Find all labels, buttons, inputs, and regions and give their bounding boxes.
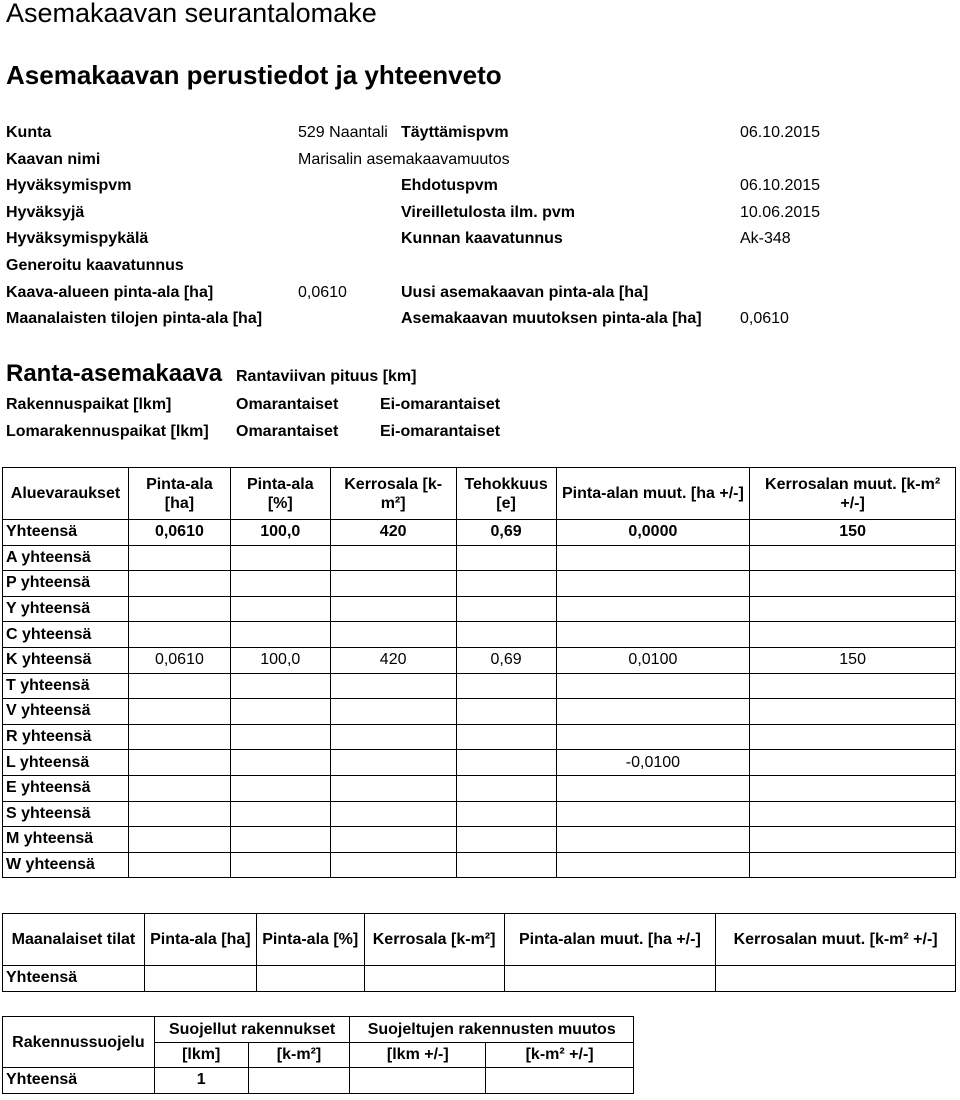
table-cell [350, 1068, 486, 1094]
kunnan-kaavatunnus-label: Kunnan kaavatunnus [401, 230, 563, 248]
rakennuspaikat-label: Rakennuspaikat [lkm] [6, 396, 172, 413]
muutoksen-label: Asemakaavan muutoksen pinta-ala [ha] [401, 310, 702, 328]
table-cell [330, 724, 456, 750]
section-title: Asemakaavan perustiedot ja yhteenveto [6, 60, 502, 90]
aluevaraukset-header-4: Tehokkuus [e] [456, 468, 556, 520]
table-cell [750, 571, 956, 597]
table-cell [456, 852, 556, 878]
table-cell [230, 852, 330, 878]
table-cell [128, 827, 230, 853]
table-cell [750, 545, 956, 571]
table-cell [230, 673, 330, 699]
table-cell [556, 571, 750, 597]
table-cell [128, 545, 230, 571]
maanalaiset-header-2: Pinta-ala [%] [256, 914, 364, 966]
ehdotuspvm-value: 06.10.2015 [740, 177, 821, 195]
maanalaiset-header-4: Pinta-alan muut. [ha +/-] [504, 914, 716, 966]
table-cell [248, 1068, 350, 1094]
info-row-hyvaksymispykala [0, 226, 960, 253]
table-cell [128, 852, 230, 878]
ei-omarantaiset-label: Ei-omarantaiset [380, 396, 501, 413]
rakennussuojelu-body [3, 1068, 634, 1094]
aluevaraukset-table [2, 467, 956, 878]
table-cell [556, 622, 750, 648]
table-cell [230, 571, 330, 597]
basic-info [0, 120, 960, 333]
table-cell [330, 571, 456, 597]
maanalaiset-header-row [3, 914, 956, 966]
table-row [3, 596, 956, 622]
table-row [3, 827, 956, 853]
table-cell [330, 775, 456, 801]
table-cell [486, 1068, 634, 1094]
table-cell [128, 622, 230, 648]
omarantaiset-label: Omarantaiset [236, 422, 339, 440]
table-cell [456, 827, 556, 853]
table-cell [556, 801, 750, 827]
hyvaksymispykala-label: Hyväksymispykälä [6, 230, 149, 248]
maanalaiset-body [3, 966, 956, 992]
sub-header: [k-m² +/-] [486, 1042, 634, 1068]
table-cell [556, 775, 750, 801]
table-row [3, 647, 956, 673]
info-row-generoitu [0, 253, 960, 280]
row-label: L yhteensä [3, 750, 129, 776]
table-cell [750, 827, 956, 853]
table-cell [330, 596, 456, 622]
table-cell [364, 966, 504, 992]
table-cell [456, 775, 556, 801]
table-cell [556, 596, 750, 622]
table-cell: 150 [750, 647, 956, 673]
table-cell [128, 699, 230, 725]
hyvaksymispvm-label: Hyväksymispvm [6, 177, 132, 195]
table-cell [456, 724, 556, 750]
table-cell: 150 [750, 520, 956, 546]
aluevaraukset-header-2: Pinta-ala [%] [230, 468, 330, 520]
tayttamispvm-label: Täyttämispvm [401, 124, 509, 141]
kunnan-kaavatunnus-value: Ak-348 [740, 230, 791, 248]
table-cell [256, 966, 364, 992]
table-cell [456, 750, 556, 776]
maanalaiset-header-3: Kerrosala [k-m²] [364, 914, 504, 966]
row-label: Yhteensä [3, 966, 145, 992]
table-cell [716, 966, 956, 992]
row-label: Yhteensä [3, 1068, 155, 1094]
table-row [3, 724, 956, 750]
table-cell [128, 673, 230, 699]
rakennussuojelu-table [2, 1016, 634, 1094]
table-cell [230, 750, 330, 776]
aluevaraukset-header-3: Kerrosala [k-m²] [330, 468, 456, 520]
table-cell [330, 852, 456, 878]
aluevaraukset-body [3, 520, 956, 878]
table-cell [230, 622, 330, 648]
table-cell [750, 801, 956, 827]
table-row [3, 520, 956, 546]
maanalaisten-label: Maanalaisten tilojen pinta-ala [ha] [6, 310, 263, 328]
table-cell: 420 [330, 647, 456, 673]
table-row [3, 622, 956, 648]
table-cell [750, 852, 956, 878]
table-cell [330, 750, 456, 776]
table-cell [128, 750, 230, 776]
table-cell: 420 [330, 520, 456, 546]
row-label: C yhteensä [3, 622, 129, 648]
table-cell: 0,69 [456, 647, 556, 673]
table-cell [750, 622, 956, 648]
table-cell [556, 673, 750, 699]
table-cell [556, 724, 750, 750]
table-row [3, 545, 956, 571]
info-row-kunta [0, 120, 960, 147]
table-cell [456, 596, 556, 622]
row-label: P yhteensä [3, 571, 129, 597]
table-cell: 0,69 [456, 520, 556, 546]
table-cell [750, 750, 956, 776]
table-cell [230, 545, 330, 571]
generoitu-label: Generoitu kaavatunnus [6, 256, 184, 274]
table-cell [128, 775, 230, 801]
info-row-hyvaksymispvm [0, 173, 960, 200]
table-row [3, 775, 956, 801]
table-cell [556, 699, 750, 725]
aluevaraukset-header-1: Pinta-ala [ha] [128, 468, 230, 520]
info-row-maanalaisten [0, 306, 960, 333]
info-row-hyvaksyja [0, 200, 960, 227]
aluevaraukset-header-6: Kerrosalan muut. [k-m² +/-] [750, 468, 956, 520]
uusi-pinta-ala-label: Uusi asemakaavan pinta-ala [ha] [401, 283, 649, 301]
table-cell [556, 545, 750, 571]
table-cell [230, 699, 330, 725]
aluevaraukset-header-row [3, 468, 956, 520]
table-cell [230, 775, 330, 801]
tayttamispvm-value: 06.10.2015 [740, 124, 821, 141]
table-cell [128, 596, 230, 622]
table-cell [230, 827, 330, 853]
table-cell [330, 699, 456, 725]
maanalaiset-header-0: Maanalaiset tilat [3, 914, 145, 966]
table-row [3, 1068, 634, 1094]
table-cell [556, 852, 750, 878]
vireilletulosta-value: 10.06.2015 [740, 203, 821, 221]
ranta-title: Ranta-asemakaava [6, 360, 223, 387]
table-cell [330, 673, 456, 699]
table-cell [750, 775, 956, 801]
ei-omarantaiset-label: Ei-omarantaiset [380, 422, 501, 440]
table-cell [144, 966, 256, 992]
row-label: T yhteensä [3, 673, 129, 699]
table-cell [750, 724, 956, 750]
sub-header: [lkm +/-] [350, 1042, 486, 1068]
table-cell [456, 673, 556, 699]
rantaviiva-label: Rantaviivan pituus [km] [236, 368, 417, 385]
table-row [3, 699, 956, 725]
table-cell [456, 545, 556, 571]
table-cell [330, 622, 456, 648]
table-cell: 0,0610 [128, 520, 230, 546]
row-label: Y yhteensä [3, 596, 129, 622]
row-label: R yhteensä [3, 724, 129, 750]
table-cell: 1 [154, 1068, 248, 1094]
table-row [3, 852, 956, 878]
sub-header: [lkm] [154, 1042, 248, 1068]
table-cell [504, 966, 716, 992]
hyvaksyja-label: Hyväksyjä [6, 203, 85, 221]
ranta-asemakaava-section [0, 360, 960, 445]
kunta-value: 529 Naantali [298, 124, 388, 141]
table-cell [456, 571, 556, 597]
table-cell [230, 596, 330, 622]
row-label: E yhteensä [3, 775, 129, 801]
table-cell: -0,0100 [556, 750, 750, 776]
lomarakennuspaikat-label: Lomarakennuspaikat [lkm] [6, 422, 209, 440]
table-cell [456, 699, 556, 725]
kaava-alue-label: Kaava-alueen pinta-ala [ha] [6, 283, 214, 301]
table-row [3, 571, 956, 597]
sub-header: [k-m²] [248, 1042, 350, 1068]
aluevaraukset-header-5: Pinta-alan muut. [ha +/-] [556, 468, 750, 520]
table-cell: 100,0 [230, 647, 330, 673]
aluevaraukset-header-0: Aluevaraukset [3, 468, 129, 520]
table-cell [330, 801, 456, 827]
table-cell: 100,0 [230, 520, 330, 546]
table-cell: 0,0100 [556, 647, 750, 673]
row-label: S yhteensä [3, 801, 129, 827]
table-cell: 0,0000 [556, 520, 750, 546]
info-row-kaava-alue [0, 280, 960, 307]
table-cell [330, 545, 456, 571]
table-row [3, 801, 956, 827]
row-label: A yhteensä [3, 545, 129, 571]
table-cell [230, 801, 330, 827]
row-label: V yhteensä [3, 699, 129, 725]
ehdotuspvm-label: Ehdotuspvm [401, 177, 498, 195]
kaavan-nimi-value: Marisalin asemakaavamuutos [298, 150, 510, 168]
table-cell [750, 596, 956, 622]
table-cell [556, 827, 750, 853]
suojellut-header: Suojellut rakennukset [154, 1017, 350, 1043]
maanalaiset-table [2, 913, 956, 992]
kaavan-nimi-label: Kaavan nimi [6, 150, 101, 168]
maanalaiset-header-1: Pinta-ala [ha] [144, 914, 256, 966]
page-title: Asemakaavan seurantalomake [6, 0, 377, 28]
row-label: M yhteensä [3, 827, 129, 853]
table-cell: 0,0610 [128, 647, 230, 673]
table-cell [230, 724, 330, 750]
table-cell [750, 673, 956, 699]
kaava-alue-value: 0,0610 [298, 283, 347, 301]
info-row-kaavan-nimi [0, 147, 960, 174]
table-cell [330, 827, 456, 853]
omarantaiset-label: Omarantaiset [236, 396, 339, 413]
table-cell [128, 571, 230, 597]
table-cell [456, 801, 556, 827]
table-cell [128, 801, 230, 827]
row-label: W yhteensä [3, 852, 129, 878]
muutoksen-value: 0,0610 [740, 310, 789, 328]
rakennussuojelu-header-row-1 [3, 1017, 634, 1043]
table-cell [750, 699, 956, 725]
vireilletulosta-label: Vireilletulosta ilm. pvm [401, 203, 575, 221]
table-row [3, 750, 956, 776]
table-cell [128, 724, 230, 750]
row-label: K yhteensä [3, 647, 129, 673]
table-row [3, 966, 956, 992]
rakennussuojelu-header: Rakennussuojelu [3, 1017, 155, 1068]
kunta-label: Kunta [6, 124, 52, 141]
suojeltujen-muutos-header: Suojeltujen rakennusten muutos [350, 1017, 634, 1043]
table-cell [456, 622, 556, 648]
table-row [3, 673, 956, 699]
maanalaiset-header-5: Kerrosalan muut. [k-m² +/-] [716, 914, 956, 966]
row-label: Yhteensä [3, 520, 129, 546]
